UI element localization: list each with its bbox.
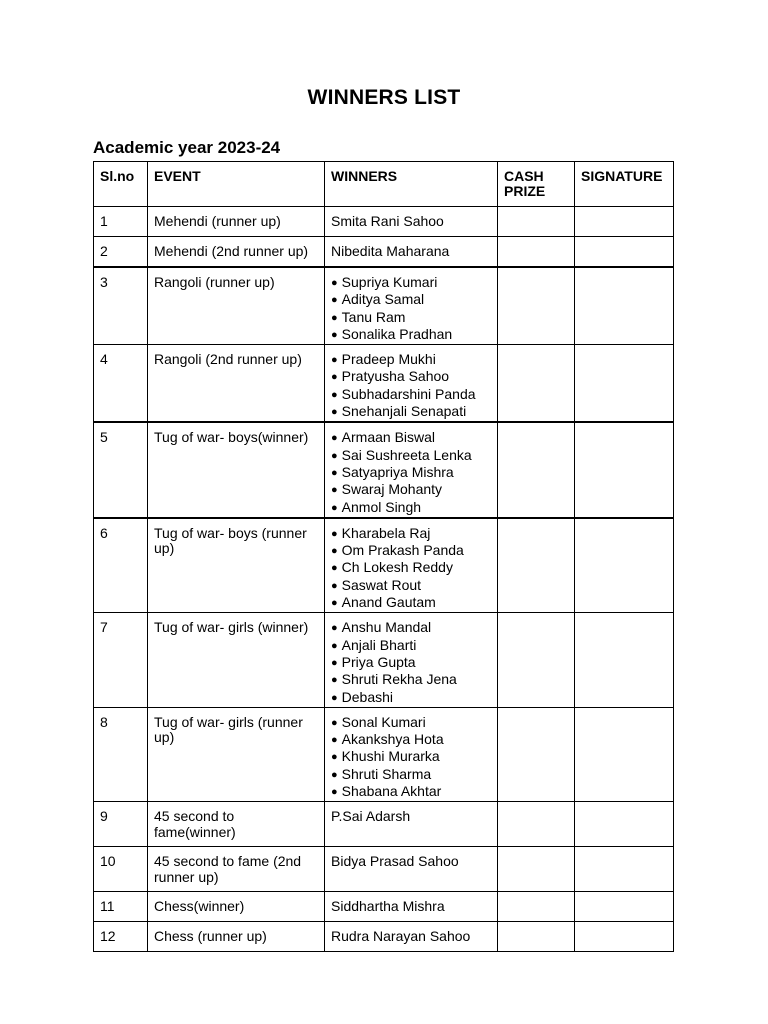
- winner-name: Smita Rani Sahoo: [331, 213, 444, 229]
- cell-event: Tug of war- boys (runner up): [148, 518, 325, 613]
- cell-event: Tug of war- girls (winner): [148, 613, 325, 707]
- academic-year-heading: Academic year 2023-24: [93, 138, 281, 157]
- table-row: [94, 892, 674, 922]
- table-row: [94, 345, 674, 423]
- header-winners: WINNERS: [325, 162, 498, 207]
- cell-event: Rangoli (2nd runner up): [148, 345, 325, 423]
- table-row: [94, 613, 674, 707]
- cell-event: Rangoli (runner up): [148, 267, 325, 345]
- cell-winners: [325, 707, 498, 801]
- cell-cash-prize: [498, 207, 575, 237]
- cell-sl-no: 12: [94, 922, 148, 952]
- winner-name: ● Anjali Bharti: [331, 638, 491, 655]
- cell-cash-prize: [498, 847, 575, 892]
- cell-winners: [325, 922, 498, 952]
- winners-list: [331, 430, 491, 516]
- cell-sl-no: 5: [94, 422, 148, 517]
- cell-event: Mehendi (runner up): [148, 207, 325, 237]
- cell-event: Chess (runner up): [148, 922, 325, 952]
- cell-sl-no: 4: [94, 345, 148, 423]
- winner-name: ● Aditya Samal: [331, 292, 491, 309]
- cell-winners: [325, 847, 498, 892]
- cell-winners: [325, 237, 498, 268]
- cell-winners: [325, 892, 498, 922]
- cell-sl-no: 1: [94, 207, 148, 237]
- winner-name: ● Shruti Sharma: [331, 767, 491, 784]
- cell-signature: [575, 613, 674, 707]
- cell-sl-no: 9: [94, 802, 148, 847]
- winner-name: ● Sai Sushreeta Lenka: [331, 448, 491, 465]
- table-row: [94, 237, 674, 268]
- table-row: [94, 422, 674, 517]
- winner-name: ● Ch Lokesh Reddy: [331, 560, 491, 577]
- winners-list: [331, 715, 491, 801]
- cell-signature: [575, 267, 674, 345]
- table-row: [94, 802, 674, 847]
- table-row: [94, 267, 674, 345]
- winner-name: ● Shruti Rekha Jena: [331, 672, 491, 689]
- winner-name: Rudra Narayan Sahoo: [331, 928, 471, 945]
- cell-sl-no: 6: [94, 518, 148, 613]
- header-cash-prize: CASH PRIZE: [498, 162, 575, 207]
- winner-name: ● Pradeep Mukhi: [331, 352, 491, 369]
- table-row: [94, 707, 674, 801]
- cell-cash-prize: [498, 518, 575, 613]
- winner-name: ● Snehanjali Senapati: [331, 404, 491, 421]
- cell-sl-no: 3: [94, 267, 148, 345]
- cell-signature: [575, 345, 674, 423]
- table-row: [94, 207, 674, 237]
- winner-name: ● Sonal Kumari: [331, 715, 491, 732]
- cell-signature: [575, 922, 674, 952]
- cell-event: Tug of war- boys(winner): [148, 422, 325, 517]
- cell-signature: [575, 518, 674, 613]
- winner-name: ● Om Prakash Panda: [331, 543, 491, 560]
- winner-name: ● Priya Gupta: [331, 655, 491, 672]
- winner-name: P.Sai Adarsh: [331, 808, 411, 825]
- cell-cash-prize: [498, 267, 575, 345]
- winner-name: ● Kharabela Raj: [331, 526, 491, 543]
- cell-winners: [325, 802, 498, 847]
- winner-name: ● Sonalika Pradhan: [331, 327, 491, 344]
- winner-name: ● Anshu Mandal: [331, 620, 491, 637]
- cell-winners: [325, 267, 498, 345]
- table-row: [94, 922, 674, 952]
- table-row: [94, 518, 674, 613]
- winners-list: [331, 526, 491, 612]
- cell-cash-prize: [498, 345, 575, 423]
- cell-event: 45 second to fame (2nd runner up): [148, 847, 325, 892]
- winner-name: ● Akankshya Hota: [331, 732, 491, 749]
- cell-cash-prize: [498, 422, 575, 517]
- cell-sl-no: 2: [94, 237, 148, 268]
- cell-signature: [575, 802, 674, 847]
- table-row: [94, 847, 674, 892]
- winners-table: [93, 161, 674, 952]
- cell-winners: [325, 518, 498, 613]
- document-title: WINNERS LIST: [307, 86, 461, 109]
- winner-name: Siddhartha Mishra: [331, 898, 445, 915]
- cell-cash-prize: [498, 922, 575, 952]
- winner-name: ● Satyapriya Mishra: [331, 465, 491, 482]
- header-sl-no: Sl.no: [94, 162, 148, 207]
- cell-signature: [575, 237, 674, 268]
- table-body: [94, 207, 674, 952]
- winner-name: ● Khushi Murarka: [331, 749, 491, 766]
- cell-winners: [325, 422, 498, 517]
- cell-cash-prize: [498, 613, 575, 707]
- cell-event: Tug of war- girls (runner up): [148, 707, 325, 801]
- winners-list: [331, 275, 491, 344]
- winner-name: ● Pratyusha Sahoo: [331, 369, 491, 386]
- cell-winners: [325, 207, 498, 237]
- cell-cash-prize: [498, 802, 575, 847]
- cell-signature: [575, 847, 674, 892]
- winner-name: ● Shabana Akhtar: [331, 784, 491, 801]
- cell-signature: [575, 707, 674, 801]
- winner-name: ● Supriya Kumari: [331, 275, 491, 292]
- header-signature: SIGNATURE: [575, 162, 674, 207]
- winner-name: ● Tanu Ram: [331, 310, 491, 327]
- cell-sl-no: 10: [94, 847, 148, 892]
- winner-name: ● Saswat Rout: [331, 578, 491, 595]
- winners-list: [331, 352, 491, 421]
- table-header-row: [94, 162, 674, 207]
- cell-event: Chess(winner): [148, 892, 325, 922]
- winner-name: ● Anmol Singh: [331, 500, 491, 517]
- cell-signature: [575, 422, 674, 517]
- cell-cash-prize: [498, 892, 575, 922]
- cell-sl-no: 7: [94, 613, 148, 707]
- cell-winners: [325, 613, 498, 707]
- cell-event: Mehendi (2nd runner up): [148, 237, 325, 268]
- cell-event: 45 second to fame(winner): [148, 802, 325, 847]
- winners-list: [331, 620, 491, 706]
- cell-signature: [575, 892, 674, 922]
- cell-cash-prize: [498, 707, 575, 801]
- winner-name: ● Armaan Biswal: [331, 430, 491, 447]
- cell-signature: [575, 207, 674, 237]
- cell-sl-no: 11: [94, 892, 148, 922]
- cell-sl-no: 8: [94, 707, 148, 801]
- winner-name: ● Debashi: [331, 690, 491, 707]
- cell-winners: [325, 345, 498, 423]
- cell-cash-prize: [498, 237, 575, 268]
- winner-name: ● Subhadarshini Panda: [331, 387, 491, 404]
- winner-name: Bidya Prasad Sahoo: [331, 853, 459, 870]
- winner-name: ● Anand Gautam: [331, 595, 491, 612]
- winner-name: ● Swaraj Mohanty: [331, 482, 491, 499]
- header-event: EVENT: [148, 162, 325, 207]
- winner-name: Nibedita Maharana: [331, 243, 450, 259]
